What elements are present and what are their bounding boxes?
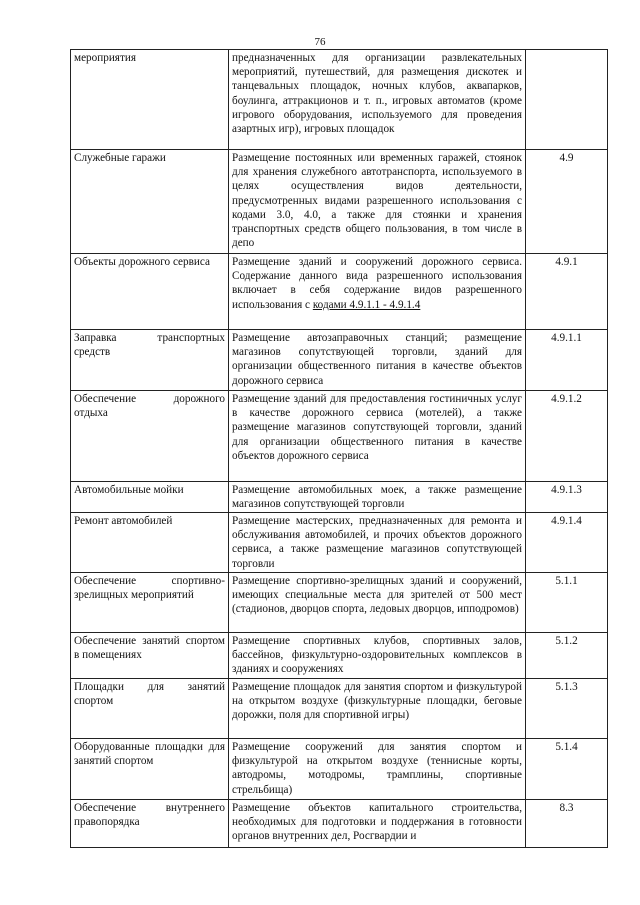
use-name: Площадки для занятий спортом	[71, 679, 229, 739]
use-code: 4.9.1.2	[526, 391, 608, 482]
table-row	[71, 739, 608, 800]
use-description: Размещение спортивно-зрелищных зданий и сооружений, имеющих специальные места для зрителей от 500 мест (стадионов, дворцов спорта, ледовых дворцов, ипподромов)	[229, 573, 526, 633]
table-row	[71, 513, 608, 573]
use-name: Служебные гаражи	[71, 150, 229, 254]
use-description: Размещение спортивных клубов, спортивных залов, бассейнов, физкультурно-оздоровительных комплексов в зданиях и сооружениях	[229, 633, 526, 679]
use-name: Обеспечение внутреннего правопорядка	[71, 800, 229, 848]
use-code: 4.9.1.3	[526, 482, 608, 513]
use-name: Автомобильные мойки	[71, 482, 229, 513]
table-row	[71, 150, 608, 254]
use-code: 4.9.1	[526, 254, 608, 330]
use-description: Размещение автомобильных моек, а также размещение магазинов сопутствующей торговли	[229, 482, 526, 513]
use-code: 5.1.1	[526, 573, 608, 633]
table-row	[71, 254, 608, 330]
use-description: Размещение площадок для занятия спортом и физкультурой на открытом воздухе (физкультурные площадки, беговые дорожки, поля для спортивной игры)	[229, 679, 526, 739]
use-description: Размещение объектов капитального строительства, необходимых для подготовки и поддержания в готовности органов внутренних дел, Росгвардии и	[229, 800, 526, 848]
use-description: Размещение постоянных или временных гаражей, стоянок для хранения служебного автотранспорта, используемого в целях осуществления видов деятельности, предусмотренных видами разрешенного использования с кодами 3.0, 4.0, а также для стоянки и хранения транспортных средств общего пользования, в том числе в депо	[229, 150, 526, 254]
use-name: Заправка транспортных средств	[71, 330, 229, 391]
use-name: Обеспечение спортивно-зрелищных мероприятий	[71, 573, 229, 633]
use-name: Объекты дорожного сервиса	[71, 254, 229, 330]
use-code: 4.9.1.4	[526, 513, 608, 573]
use-code: 5.1.2	[526, 633, 608, 679]
use-name: мероприятия	[71, 50, 229, 150]
land-use-table	[70, 49, 608, 848]
use-code: 5.1.4	[526, 739, 608, 800]
description-text: Размещение зданий и сооружений дорожного сервиса. Содержание данного вида разрешенного использования включает в себя содержание видов разрешенного использования с	[232, 256, 522, 311]
use-description: Размещение сооружений для занятия спортом и физкультурой на открытом воздухе (теннисные корты, автодромы, мотодромы, трамплины, спортивные стрельбища)	[229, 739, 526, 800]
page-number: 76	[314, 36, 326, 48]
use-code: 5.1.3	[526, 679, 608, 739]
use-code	[526, 50, 608, 150]
use-description: Размещение зданий для предоставления гостиничных услуг в качестве дорожного сервиса (мотелей), а также размещение магазинов сопутствующей торговли, зданий для организации общественного питания в качестве объектов дорожного сервиса	[229, 391, 526, 482]
table-row	[71, 679, 608, 739]
use-name: Обеспечение дорожного отдыха	[71, 391, 229, 482]
use-description: Размещение автозаправочных станций; размещение магазинов сопутствующей торговли, зданий для организации общественного питания в качестве объектов дорожного сервиса	[229, 330, 526, 391]
table-row	[71, 330, 608, 391]
use-description: Размещение мастерских, предназначенных для ремонта и обслуживания автомобилей, и прочих объектов дорожного сервиса, а также размещение магазинов сопутствующей торговли	[229, 513, 526, 573]
use-description	[229, 254, 526, 330]
use-name: Оборудованные площадки для занятий спортом	[71, 739, 229, 800]
table-row	[71, 482, 608, 513]
use-name: Обеспечение занятий спортом в помещениях	[71, 633, 229, 679]
table-row	[71, 573, 608, 633]
table-row	[71, 800, 608, 848]
use-code: 4.9.1.1	[526, 330, 608, 391]
use-code: 4.9	[526, 150, 608, 254]
table-row	[71, 50, 608, 150]
codes-link[interactable]: кодами 4.9.1.1 - 4.9.1.4	[312, 298, 421, 311]
use-code: 8.3	[526, 800, 608, 848]
use-name: Ремонт автомобилей	[71, 513, 229, 573]
use-description: предназначенных для организации развлекательных мероприятий, путешествий, для размещения дискотек и танцевальных площадок, ночных клубов, аквапарков, боулинга, аттракционов и т. п., игровых автоматов (кроме игрового оборудования, используемого для проведения азартных игр), игровых площадок	[229, 50, 526, 150]
table-row	[71, 633, 608, 679]
table-row	[71, 391, 608, 482]
